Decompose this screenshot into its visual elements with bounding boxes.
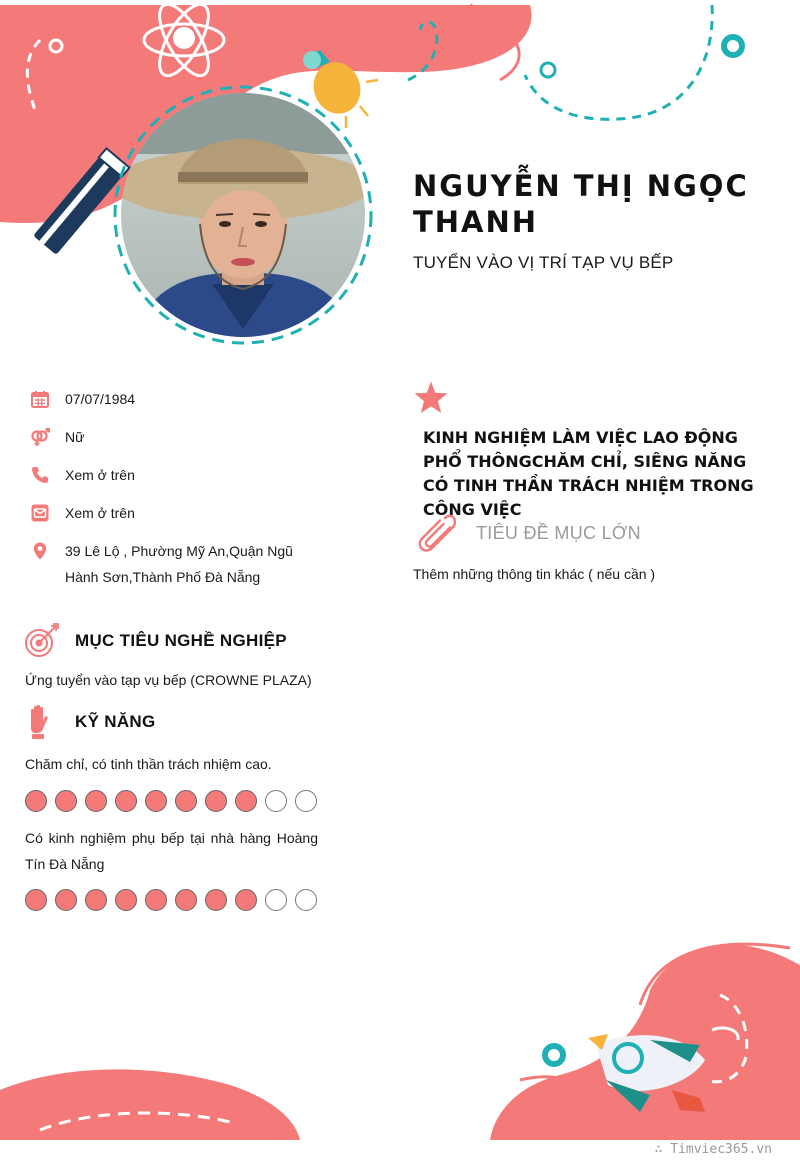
rating-dot-filled [145, 790, 167, 812]
objective-heading [22, 622, 287, 660]
rating-dot-filled [205, 889, 227, 911]
extra-section-text: Thêm những thông tin khác ( nếu cần ) [413, 566, 656, 582]
location-pin-icon [30, 541, 50, 561]
skill-1-text: Chăm chỉ, có tinh thần trách nhiệm cao. [25, 756, 272, 772]
info-email [30, 503, 135, 526]
paperclip-icon [415, 512, 459, 556]
info-phone [30, 465, 135, 488]
birthdate-value: 07/07/1984 [65, 391, 136, 407]
skill-2-rating [25, 889, 317, 911]
rating-dot-empty [295, 889, 317, 911]
envelope-icon [30, 503, 50, 523]
skill-1-rating [25, 790, 317, 812]
candidate-name: NGUYỄN THỊ NGỌC THANH [413, 169, 749, 239]
rating-dot-filled [55, 790, 77, 812]
rating-dot-empty [295, 790, 317, 812]
address-value: 39 Lê Lộ , Phường Mỹ An,Quận Ngũ Hành Sơn,Thành Phố Đà Nẵng [65, 543, 293, 585]
hand-icon [22, 703, 60, 741]
phone-icon [30, 465, 50, 485]
skill-2-text: Có kinh nghiệm phụ bếp tại nhà hàng Hoàng Tín Đà Nẵng [25, 830, 318, 872]
rating-dot-filled [85, 889, 107, 911]
objective-text: Ứng tuyển vào tạp vụ bếp (CROWNE PLAZA) [25, 672, 312, 688]
rating-dot-filled [85, 790, 107, 812]
watermark: ∴ Timviec365.vn [654, 1142, 772, 1157]
target-icon [22, 622, 60, 660]
star-icon [413, 380, 449, 416]
info-address [30, 541, 305, 590]
info-gender [30, 427, 84, 450]
skills-heading [22, 703, 156, 741]
objective-title: MỤC TIÊU NGHỀ NGHIỆP [75, 631, 287, 650]
phone-value: Xem ở trên [65, 467, 135, 483]
rating-dot-filled [25, 790, 47, 812]
calendar-icon [30, 389, 50, 409]
rating-dot-filled [175, 889, 197, 911]
rating-dot-filled [175, 790, 197, 812]
rating-dot-filled [115, 790, 137, 812]
skills-title: KỸ NĂNG [75, 712, 156, 731]
email-value: Xem ở trên [65, 505, 135, 521]
rating-dot-filled [235, 889, 257, 911]
rating-dot-empty [265, 790, 287, 812]
rating-dot-filled [235, 790, 257, 812]
rating-dot-filled [55, 889, 77, 911]
experience-text: KINH NGHIỆM LÀM VIỆC LAO ĐỘNG PHỔ THÔNGCHĂM CHỈ, SIÊNG NĂNG CÓ TINH THẦN TRÁCH NHIỆM TRONG CÔNG VIỆC [423, 428, 754, 519]
extra-section-title: TIÊU ĐỀ MỤC LỚN [476, 523, 641, 543]
rating-dot-empty [265, 889, 287, 911]
info-birthdate [30, 389, 135, 412]
rating-dot-filled [145, 889, 167, 911]
rating-dot-filled [25, 889, 47, 911]
avatar [112, 84, 374, 346]
gender-value: Nữ [65, 429, 85, 445]
job-position: TUYỂN VÀO VỊ TRÍ TẠP VỤ BẾP [413, 253, 674, 272]
gender-icon [30, 427, 50, 447]
rating-dot-filled [115, 889, 137, 911]
rating-dot-filled [205, 790, 227, 812]
